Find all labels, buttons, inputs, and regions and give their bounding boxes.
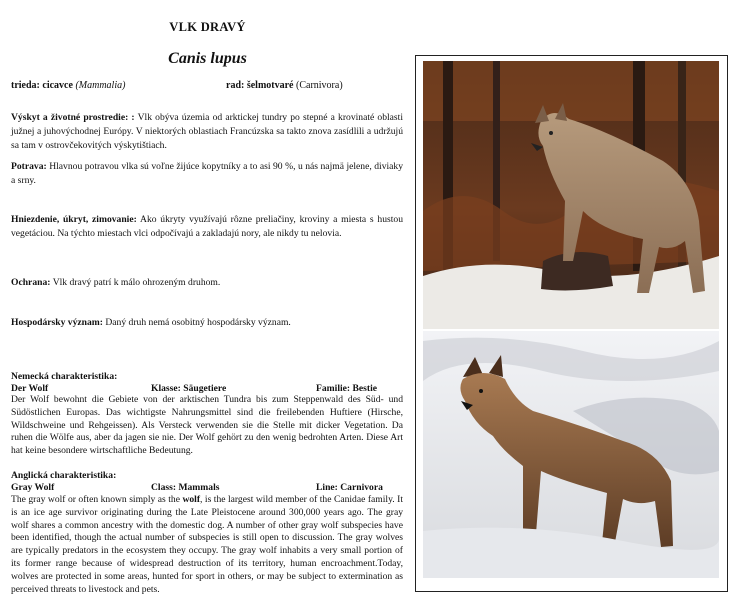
english-text	[11, 494, 403, 596]
nesting-section	[11, 213, 403, 241]
english-text-after: , is the largest wild member of the Canidae family. It is an ice age survivor originating during the Late Pleistocene around 300,000 years ago. The gray wolf shares a common ancestry with the domestic dog. A number of other gray wolf subspecies have been identified, though the actual number of subspecies is still open to discussion. The gray wolves are typically predators in the ecosystem they occupy. The gray wolf inhabits a very small portion of its former range because of widespread destruction of its territory, human encroachment.Today, wolves are protected in some areas, hunted for sport in others, or may be subject to extermination as perceived threats to livestock and pets.	[11, 494, 403, 595]
german-class: Klasse: Säugetiere	[151, 383, 227, 394]
wolf-forest-photo	[423, 61, 719, 329]
occurrence-section	[11, 111, 403, 153]
german-heading: Nemecká charakteristika:	[11, 371, 118, 382]
nesting-label: Hniezdenie, úkryt, zimovanie:	[11, 214, 137, 225]
economic-text: Daný druh nemá osobitný hospodársky význam.	[105, 317, 291, 328]
english-class: Class: Mammals	[151, 482, 220, 493]
english-heading: Anglická charakteristika:	[11, 470, 117, 481]
english-text-bold: wolf	[182, 494, 201, 505]
class-latin: (Mammalia)	[75, 80, 126, 91]
wolf-snow-photo	[423, 331, 719, 578]
class-value: cicavce	[42, 80, 73, 91]
food-label: Potrava:	[11, 161, 47, 172]
nesting-text: Ako úkryty využívajú rôzne preliačiny, kroviny a miesta s hustou vegetáciou. Na týchto miestach vlci odpočívajú a zakladajú nory, ale nikdy tu nelovia.	[11, 214, 403, 239]
page-title: VLK DRAVÝ	[169, 20, 246, 34]
english-text-before: The gray wolf or often known simply as the	[11, 494, 183, 505]
class-label: trieda:	[11, 80, 40, 91]
latin-name: Canis lupus	[168, 50, 247, 67]
german-family: Familie: Bestie	[316, 383, 378, 394]
food-section	[11, 160, 403, 188]
german-text: Der Wolf bewohnt die Gebiete von der arktischen Tundra bis zum Steppenwald des Süd- und Südöstlichen Europas. Das wichtigste Nahrungsmittel sind die freilebenden Huftiere (Hirsche, Wildschweine und Rehgeissen). Als Versteck verwenden sie die Stelle mit dicker Vegetation. Da ruhen die Wölfe aus, aber da jagen sie nie. Der Wolf gehört zu den wenig bedrohten Arten. Diese Art hat keine besondere wirtschaftliche Bedeutung.	[11, 394, 403, 457]
german-name: Der Wolf	[11, 383, 49, 394]
order-value: šelmotvaré	[246, 80, 294, 91]
order-line	[226, 80, 343, 91]
order-latin: (Carnivora)	[296, 80, 343, 91]
protection-text: Vlk dravý patrí k málo ohrozeným druhom.	[52, 277, 221, 288]
class-line	[11, 80, 125, 91]
economic-label: Hospodársky význam:	[11, 317, 103, 328]
photo-frame	[415, 55, 728, 592]
english-line: Line: Carnivora	[316, 482, 383, 493]
english-meta-row	[11, 482, 403, 494]
protection-section	[11, 276, 403, 290]
protection-label: Ochrana:	[11, 277, 51, 288]
order-label: rad:	[226, 80, 245, 91]
food-text: Hlavnou potravou vlka sú voľne žijúce kopytníky a to asi 90 %, u nás najmä jelene, diviaky a srny.	[11, 161, 404, 186]
english-name: Gray Wolf	[11, 482, 55, 493]
occurrence-text: Vlk obýva územia od arktickej tundry po stepné a krovinaté oblasti južnej a juhovýchodnej Európy. V niektorých oblastiach Francúzska sa takto znova zasídlili a udržujú sa tam v ostrovčekovitých výskytištiach.	[11, 112, 403, 151]
occurrence-label: Výskyt a životné prostredie: :	[11, 112, 135, 123]
economic-section	[11, 316, 403, 330]
